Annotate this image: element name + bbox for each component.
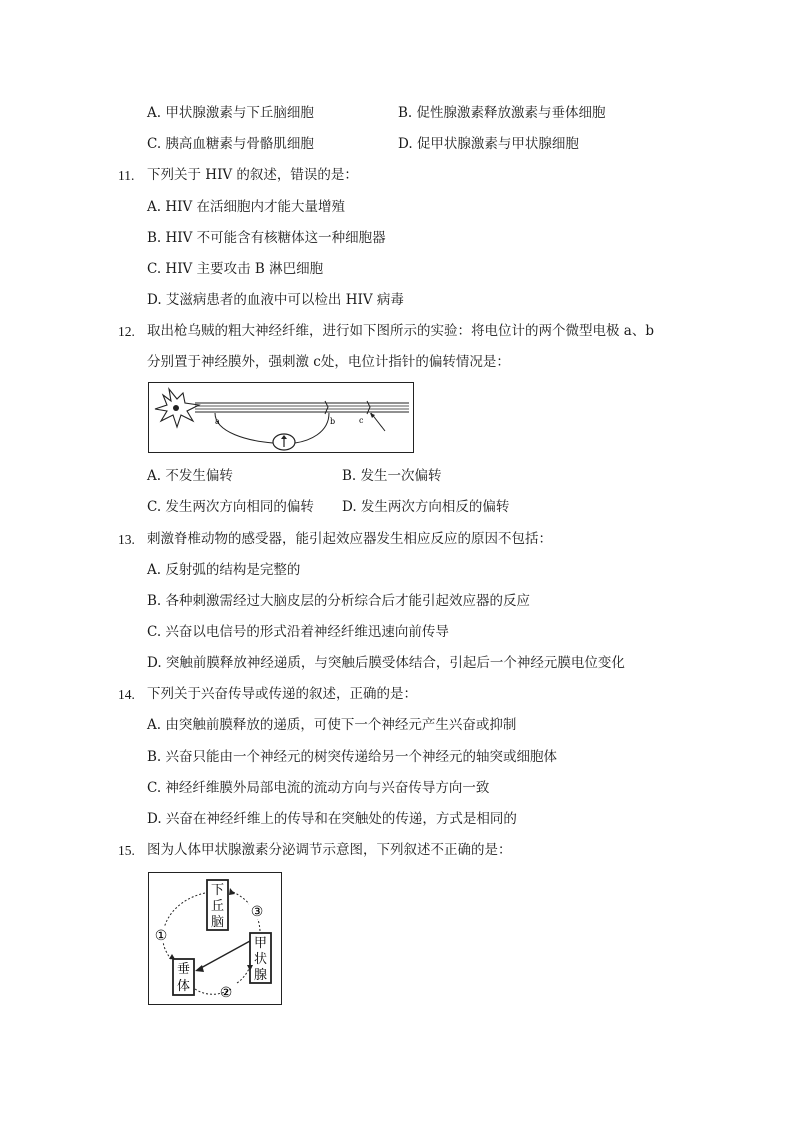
stimulus-label-c: c [359, 416, 364, 425]
mark-1: ① [154, 928, 168, 944]
mark-3: ③ [250, 904, 264, 920]
q14-option-b: B. 兴奋只能由一个神经元的树突传递给另一个神经元的轴突或细胞体 [147, 749, 558, 765]
arrowhead-4-icon [195, 965, 204, 972]
q11-stem: 下列关于 HIV 的叙述，错误的是： [147, 167, 358, 183]
arrow-pituitary-to-thyroid-b [237, 967, 250, 983]
q11-option-c: C. HIV 主要攻击 B 淋巴细胞 [147, 261, 324, 277]
q10-option-b: B. 促性腺激素释放激素与垂体细胞 [398, 105, 606, 121]
pituitary-char-2: 体 [176, 979, 191, 994]
q13-option-a: A. 反射弧的结构是完整的 [147, 562, 301, 578]
q12-number: 12. [118, 324, 135, 339]
q14-number: 14. [118, 687, 135, 702]
electrode-label-b: b [330, 417, 336, 426]
thyroid-char-2: 状 [253, 952, 268, 967]
q14-option-a: A. 由突触前膜释放的递质，可使下一个神经元产生兴奋或抑制 [147, 717, 517, 733]
q11-option-a: A. HIV 在活细胞内才能大量增殖 [147, 199, 345, 215]
q14-option-d: D. 兴奋在神经纤维上的传导和在突触处的传递，方式是相同的 [147, 811, 517, 827]
q11-number: 11. [118, 168, 135, 183]
arrowhead-3-icon [229, 888, 235, 895]
q15-stem: 图为人体甲状腺激素分泌调节示意图，下列叙述不正确的是： [147, 842, 512, 858]
q13-option-c: C. 兴奋以电信号的形式沿着神经纤维迅速向前传导 [147, 624, 449, 640]
q13-stem: 刺激脊椎动物的感受器，能引起效应器发生相应反应的原因不包括： [147, 531, 552, 547]
arrow-hypothalamus-to-pituitary [163, 893, 205, 961]
q12-stem-line2: 分别置于神经膜外，强刺激 c处，电位计指针的偏转情况是： [147, 354, 510, 370]
pituitary-char-1: 垂 [176, 962, 191, 977]
q12-option-b: B. 发生一次偏转 [342, 468, 442, 484]
q10-option-a: A. 甲状腺激素与下丘脑细胞 [147, 105, 314, 121]
electrode-wire-b [295, 413, 329, 443]
arrowhead-1-icon [169, 954, 175, 959]
hypothalamus-char-3: 脑 [210, 915, 225, 930]
q14-stem: 下列关于兴奋传导或传递的叙述，正确的是： [147, 686, 417, 702]
q15-number: 15. [118, 843, 135, 858]
q13-number: 13. [118, 532, 135, 547]
q14-option-c: C. 神经纤维膜外局部电流的流动方向与兴奋传导方向一致 [147, 780, 490, 796]
q12-nerve-fiber-figure [148, 382, 414, 453]
q12-option-c: C. 发生两次方向相同的偏转 [147, 499, 314, 515]
q11-option-d: D. 艾滋病患者的血液中可以检出 HIV 病毒 [147, 292, 404, 308]
hypothalamus-char-1: 下 [210, 883, 225, 898]
q15-thyroid-regulation-figure [148, 872, 282, 1005]
thyroid-char-3: 腺 [253, 968, 268, 983]
q12-option-d: D. 发生两次方向相反的偏转 [342, 499, 510, 515]
q15-regulation-diagram [149, 873, 281, 1004]
arrow-thyroid-to-pituitary [199, 941, 250, 969]
q13-option-d: D. 突触前膜释放神经递质，与突触后膜受体结合，引起后一个神经元膜电位变化 [147, 655, 625, 671]
electrode-label-a: a [215, 417, 220, 426]
q13-option-b: B. 各种刺激需经过大脑皮层的分析综合后才能引起效应器的反应 [147, 593, 531, 609]
q11-option-b: B. HIV 不可能含有核糖体这一种细胞器 [147, 230, 386, 246]
electrode-wire-a [215, 413, 273, 443]
mark-2: ② [219, 985, 233, 1001]
hypothalamus-char-2: 丘 [210, 899, 225, 914]
q12-stem-line1: 取出枪乌贼的粗大神经纤维，进行如下图所示的实验：将电位计的两个微型电极 a、b [147, 323, 654, 339]
thyroid-char-1: 甲 [253, 936, 268, 951]
neuron-nucleus [173, 405, 179, 411]
q10-option-c: C. 胰高血糖素与骨骼肌细胞 [147, 136, 314, 152]
q12-option-a: A. 不发生偏转 [147, 468, 233, 484]
q12-nerve-diagram [149, 383, 413, 452]
q10-option-d: D. 促甲状腺激素与甲状腺细胞 [398, 136, 579, 152]
